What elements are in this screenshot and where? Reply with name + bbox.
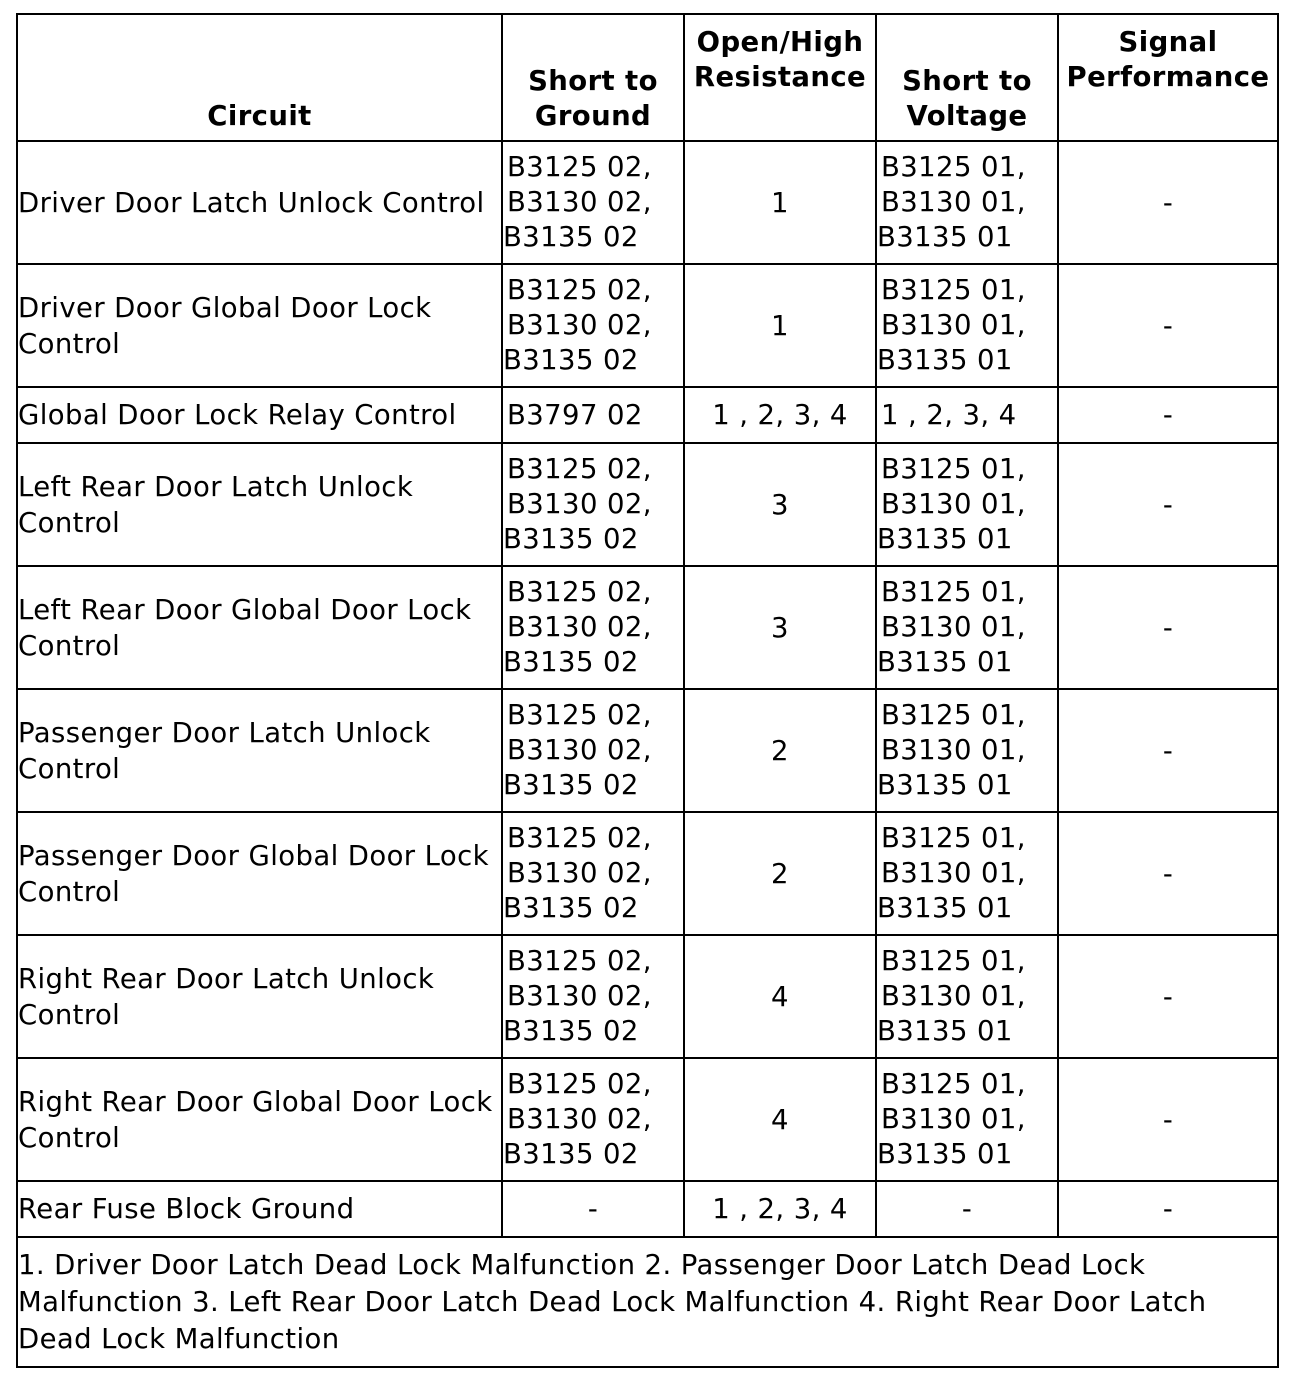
code-line: B3125 02,	[507, 822, 652, 854]
code-line: B3125 02,	[507, 576, 652, 608]
code-line: B3125 01,	[881, 274, 1026, 306]
short-to-voltage-cell	[876, 141, 1058, 264]
code-line: B3130 02,	[507, 186, 652, 218]
short-to-ground-cell	[502, 566, 684, 689]
code-line: B3135 02	[503, 769, 639, 801]
short-to-voltage-cell	[876, 387, 1058, 443]
short-to-voltage-cell	[876, 689, 1058, 812]
table-row	[17, 141, 1278, 264]
signal-performance-cell: -	[1058, 264, 1278, 387]
header-circuit: Circuit	[17, 14, 502, 141]
short-to-ground-cell	[502, 812, 684, 935]
open-high-resistance-cell: 1 , 2, 3, 4	[684, 1181, 876, 1237]
circuit-cell: Right Rear Door Latch Unlock Control	[17, 935, 502, 1058]
code-line: B3125 01,	[881, 699, 1026, 731]
code-line: B3135 02	[503, 646, 639, 678]
code-line: B3130 01,	[881, 488, 1026, 520]
open-high-resistance-cell: 1 , 2, 3, 4	[684, 387, 876, 443]
header-signal-performance: Signal Performance	[1058, 14, 1278, 141]
code-line: B3125 01,	[881, 1068, 1026, 1100]
circuit-cell: Rear Fuse Block Ground	[17, 1181, 502, 1237]
signal-performance-cell: -	[1058, 689, 1278, 812]
code-line: B3125 02,	[507, 151, 652, 183]
header-short-to-voltage	[876, 14, 1058, 141]
code-line: B3130 02,	[507, 611, 652, 643]
code-line: B3797 02	[507, 398, 643, 431]
signal-performance-cell: -	[1058, 443, 1278, 566]
code-line: B3130 02,	[507, 980, 652, 1012]
code-line: B3130 01,	[881, 309, 1026, 341]
code-line: B3125 01,	[881, 822, 1026, 854]
code-line: B3135 02	[503, 892, 639, 924]
circuit-cell: Driver Door Global Door Lock Control	[17, 264, 502, 387]
open-high-resistance-cell: 4	[684, 935, 876, 1058]
table-row	[17, 935, 1278, 1058]
circuit-cell: Left Rear Door Latch Unlock Control	[17, 443, 502, 566]
circuit-cell: Passenger Door Latch Unlock Control	[17, 689, 502, 812]
open-high-resistance-cell: 2	[684, 812, 876, 935]
code-line: B3135 01	[877, 344, 1013, 376]
code-line: B3130 01,	[881, 186, 1026, 218]
code-line: B3135 01	[877, 1138, 1013, 1170]
header-short-to-ground	[502, 14, 684, 141]
code-line: B3125 02,	[507, 274, 652, 306]
header-short-to-ground-label: Short to Ground	[528, 65, 658, 132]
code-line: B3125 02,	[507, 1068, 652, 1100]
code-line: -	[587, 1193, 599, 1225]
code-line: 1 , 2, 3, 4	[881, 398, 1017, 431]
short-to-ground-cell	[502, 141, 684, 264]
code-line: B3135 01	[877, 646, 1013, 678]
header-open-high-resistance	[684, 14, 876, 141]
signal-performance-cell: -	[1058, 141, 1278, 264]
open-high-resistance-cell: 1	[684, 264, 876, 387]
code-line: B3135 02	[503, 523, 639, 555]
code-line: B3125 01,	[881, 576, 1026, 608]
short-to-voltage-cell	[876, 1058, 1058, 1181]
signal-performance-cell: -	[1058, 935, 1278, 1058]
code-line: B3130 01,	[881, 734, 1026, 766]
circuit-cell: Right Rear Door Global Door Lock Control	[17, 1058, 502, 1181]
header-short-to-voltage-label: Short to Voltage	[902, 65, 1032, 132]
table-body	[17, 141, 1278, 1237]
code-line: B3130 01,	[881, 1103, 1026, 1135]
signal-performance-cell: -	[1058, 1058, 1278, 1181]
code-line: B3135 02	[503, 344, 639, 376]
short-to-ground-cell	[502, 1181, 684, 1237]
code-line: B3125 02,	[507, 945, 652, 977]
code-line: B3135 02	[503, 1138, 639, 1170]
short-to-ground-cell	[502, 1058, 684, 1181]
open-high-resistance-cell: 4	[684, 1058, 876, 1181]
short-to-ground-cell	[502, 935, 684, 1058]
table-row	[17, 264, 1278, 387]
circuit-cell: Global Door Lock Relay Control	[17, 387, 502, 443]
short-to-voltage-cell	[876, 935, 1058, 1058]
code-line: B3135 01	[877, 523, 1013, 555]
short-to-voltage-cell	[876, 264, 1058, 387]
table-header-row	[17, 14, 1278, 141]
table-row	[17, 812, 1278, 935]
short-to-voltage-cell	[876, 443, 1058, 566]
circuit-cell: Driver Door Latch Unlock Control	[17, 141, 502, 264]
code-line: B3130 01,	[881, 611, 1026, 643]
short-to-ground-cell	[502, 387, 684, 443]
short-to-voltage-cell	[876, 566, 1058, 689]
code-line: B3135 02	[503, 221, 639, 253]
signal-performance-cell: -	[1058, 812, 1278, 935]
code-line: B3135 01	[877, 892, 1013, 924]
open-high-resistance-cell: 3	[684, 566, 876, 689]
code-line: B3130 02,	[507, 309, 652, 341]
code-line: B3135 01	[877, 769, 1013, 801]
open-high-resistance-cell: 1	[684, 141, 876, 264]
short-to-ground-cell	[502, 264, 684, 387]
short-to-voltage-cell	[876, 1181, 1058, 1237]
table-row	[17, 387, 1278, 443]
code-line: B3130 02,	[507, 1103, 652, 1135]
circuit-cell: Left Rear Door Global Door Lock Control	[17, 566, 502, 689]
table-row	[17, 1058, 1278, 1181]
signal-performance-cell: -	[1058, 1181, 1278, 1237]
code-line: B3135 01	[877, 1015, 1013, 1047]
code-line: B3125 02,	[507, 699, 652, 731]
circuit-cell: Passenger Door Global Door Lock Control	[17, 812, 502, 935]
code-line: B3130 02,	[507, 734, 652, 766]
code-line: B3135 01	[877, 221, 1013, 253]
code-line: B3125 01,	[881, 945, 1026, 977]
code-line: B3130 02,	[507, 857, 652, 889]
signal-performance-cell: -	[1058, 387, 1278, 443]
code-line: B3130 01,	[881, 857, 1026, 889]
code-line: B3125 02,	[507, 453, 652, 485]
code-line: B3130 01,	[881, 980, 1026, 1012]
open-high-resistance-cell: 3	[684, 443, 876, 566]
short-to-voltage-cell	[876, 812, 1058, 935]
dtc-circuit-table	[16, 13, 1279, 1368]
code-line: B3125 01,	[881, 453, 1026, 485]
footnote: 1. Driver Door Latch Dead Lock Malfunction 2. Passenger Door Latch Dead Lock Malfunction 3. Left Rear Door Latch Dead Lock Malfunction 4. Right Rear Door Latch Dead Lock Malfunction	[17, 1237, 1278, 1367]
code-line: B3130 02,	[507, 488, 652, 520]
header-open-high-resistance-label: Open/High Resistance	[693, 26, 867, 93]
table-row	[17, 566, 1278, 689]
short-to-ground-cell	[502, 443, 684, 566]
code-line: B3125 01,	[881, 151, 1026, 183]
table-row	[17, 443, 1278, 566]
open-high-resistance-cell: 2	[684, 689, 876, 812]
code-line: B3135 02	[503, 1015, 639, 1047]
table-row	[17, 689, 1278, 812]
signal-performance-cell: -	[1058, 566, 1278, 689]
short-to-ground-cell	[502, 689, 684, 812]
footnote-row	[17, 1237, 1278, 1367]
table-row	[17, 1181, 1278, 1237]
code-line: -	[961, 1193, 973, 1225]
